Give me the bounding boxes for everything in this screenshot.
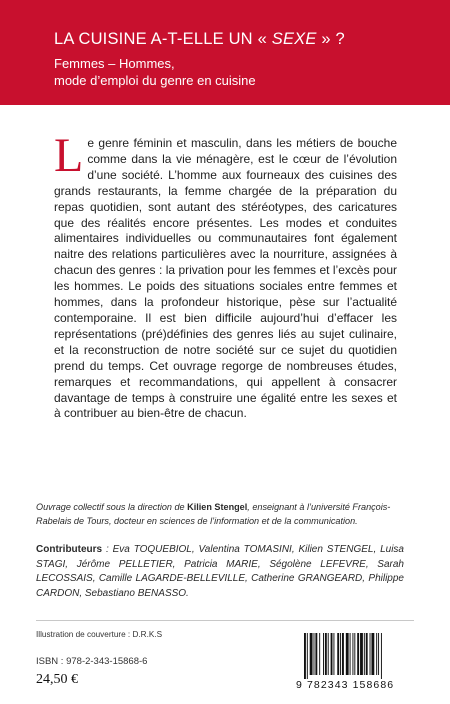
barcode-bar xyxy=(325,633,327,675)
barcode-bar xyxy=(342,633,344,675)
credit-prefix: Ouvrage collectif sous la direction de xyxy=(36,502,188,512)
book-subtitle xyxy=(54,55,256,89)
barcode-bar xyxy=(331,633,333,675)
barcode-bar xyxy=(357,633,359,675)
barcode-bars xyxy=(304,633,408,679)
illustration-credit: Illustration de couverture : D.R.K.S xyxy=(36,630,163,639)
barcode-bar xyxy=(360,633,363,675)
barcode-bar xyxy=(376,633,377,675)
contributors-list: : Eva TOQUEBIOL, Valentina TOMASINI, Kilien STENGEL, Luisa STAGI, Jérôme PELLETIER, Patricia MARIE, Ségolène LEFEVRE, Sarah LECOSSAIS, Camille LAGARDE-BELLEVILLE, Catherine GRANGEARD, Philippe CARDON, Sebastiano BENASSO. xyxy=(36,544,404,600)
title-banner xyxy=(0,0,450,105)
book-title-italic: SEXE xyxy=(271,30,317,48)
blurb xyxy=(54,129,397,422)
isbn: ISBN : 978-2-343-15868-6 xyxy=(36,656,148,667)
book-title-end: » ? xyxy=(316,30,345,48)
barcode-bar xyxy=(323,633,324,675)
barcode-bar xyxy=(370,633,371,675)
barcode-bar xyxy=(350,633,351,675)
barcode-bar xyxy=(307,633,308,679)
barcode-bar xyxy=(371,633,374,675)
barcode-bar xyxy=(381,633,382,679)
barcode-digits: 9 782343 158686 xyxy=(296,679,395,691)
barcode-bar xyxy=(364,633,365,675)
credit-suffix: , enseignant à l’université François-Rabelais de Tours, docteur en sciences de l’information et de la communication. xyxy=(36,502,391,526)
barcode-bar xyxy=(328,633,329,675)
contributors-label: Contributeurs xyxy=(36,544,103,555)
barcode-bar xyxy=(378,633,379,675)
book-title xyxy=(54,30,345,49)
book-title-main: LA CUISINE A-T-ELLE UN « xyxy=(54,30,272,48)
drop-cap: L xyxy=(54,129,84,182)
barcode-bar xyxy=(315,633,317,675)
barcode-bar xyxy=(366,633,368,675)
barcode-bar xyxy=(333,633,334,675)
barcode-bar xyxy=(352,633,353,675)
blurb-text: e genre féminin et masculin, dans les métiers de bouche comme dans la vie ménagère, est le cœur de l’évolution d’une société. L’homme aux fourneaux des cuisines des grands restaurants, la femme chargée de la préparation du repas quotidien, sont autant des stéréotypes, des caricatures que des réalités encore présentes. Les modes et conduites alimentaires individuelles ou communautaires font également naitre des relations particulières avec la nourriture, assignées à chacun des genres : la privation pour les femmes et l’excès pour les hommes. Le poids des situations sociales entre femmes et hommes, dans la profondeur historique, pèse sur l’actualité contemporaine. Il est bien difficile aujourd’hui d’effacer les représentations (pré)définies des genres liés au sujet culinaire, et la reconstruction de notre société sur ce sujet du quotidien prend du temps. Cet ouvrage regorge de nombreuses études, remarques et recommandations, qui appellent à consacrer davantage de temps à construire une égalité entre les sexes et à contribuer au bien-être de chacun. xyxy=(54,136,397,421)
barcode-bar xyxy=(304,633,306,679)
price: 24,50 € xyxy=(36,672,78,687)
barcode-bar xyxy=(340,633,341,675)
divider xyxy=(36,620,414,621)
editor-credit xyxy=(36,501,406,528)
barcode-bar xyxy=(314,633,315,675)
barcode-bar xyxy=(310,633,313,675)
barcode-bar xyxy=(337,633,339,675)
barcode xyxy=(296,631,414,693)
subtitle-line-1: Femmes – Hommes, xyxy=(54,56,175,71)
barcode-bar xyxy=(319,633,320,675)
editor-name: Kilien Stengel xyxy=(187,502,248,512)
subtitle-line-2: mode d’emploi du genre en cuisine xyxy=(54,73,256,88)
contributors xyxy=(36,543,404,602)
barcode-bar xyxy=(354,633,355,675)
barcode-bar xyxy=(346,633,349,675)
